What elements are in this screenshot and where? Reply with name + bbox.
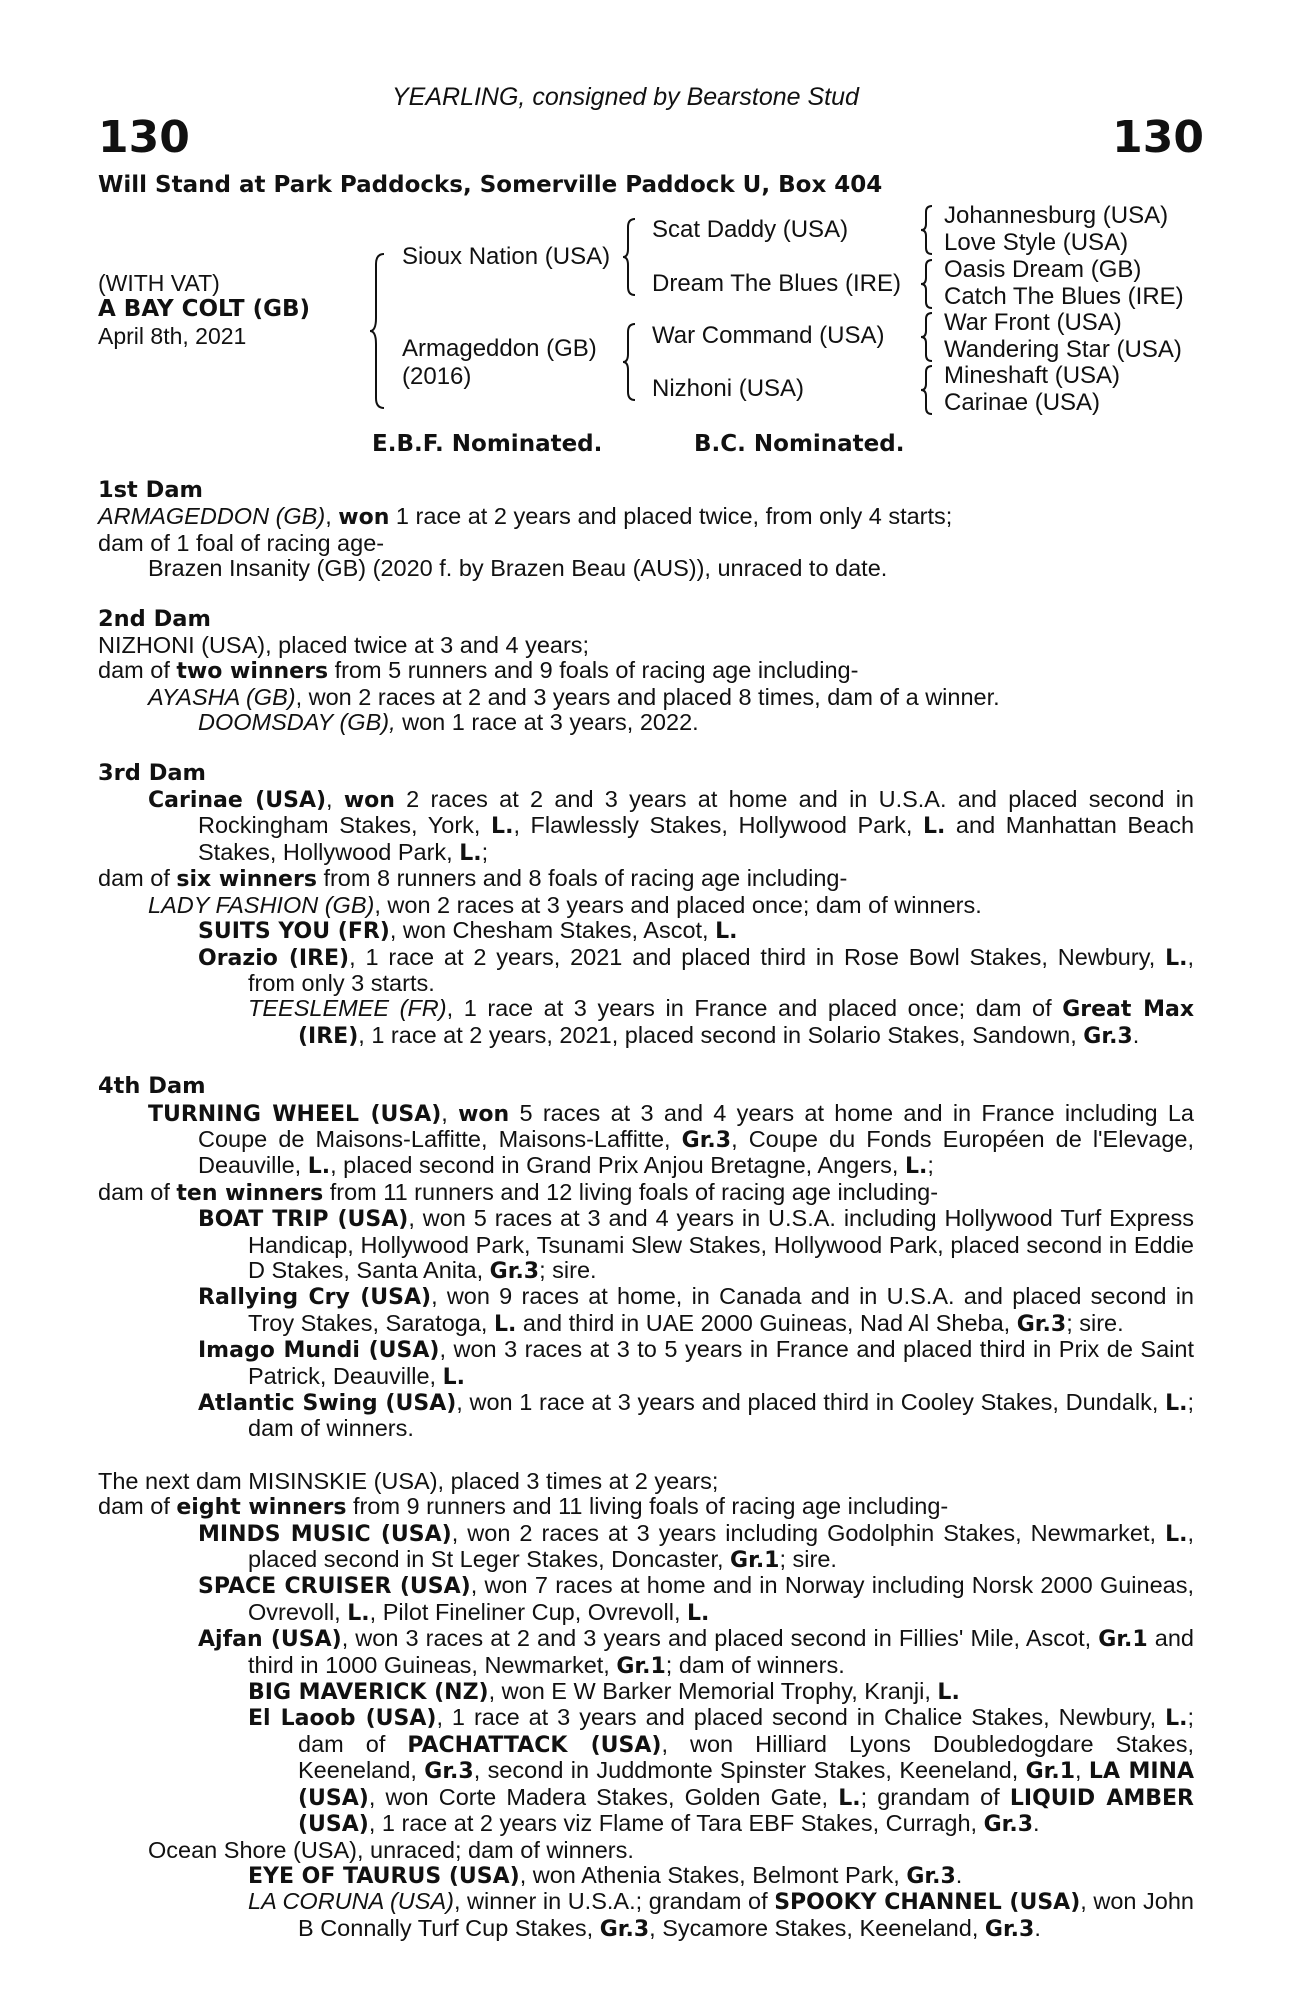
ancestor-6: Wandering Star (USA) <box>944 336 1182 363</box>
text-run: , Coupe du Fonds Européen de l'Elevage, Deauville, <box>198 1125 1194 1179</box>
text-run: eight winners <box>176 1495 347 1521</box>
text-run: EYE OF TAURUS (USA) <box>248 1863 520 1889</box>
text-run: , won 2 races at 3 years and placed once; dam of winners. <box>374 891 982 918</box>
text-run: L. <box>307 1154 331 1180</box>
next-dam-produce-8 <box>98 1889 1194 1942</box>
text-run: 5 races at 3 and 4 years at home and in France including La Coupe de Maisons-Laffitte, Maisons-Laffitte, <box>198 1099 1194 1152</box>
text-run: L. <box>1165 1706 1188 1732</box>
text-run: Carinae (USA) <box>148 788 327 814</box>
text-run: and third in UAE 2000 Guineas, Nad Al Sheba, <box>516 1309 1017 1336</box>
ebf-nomination: E.B.F. Nominated. <box>372 431 603 457</box>
fourth-dam-produce-3 <box>98 1337 1194 1390</box>
text-run: PACHATTACK (USA) <box>407 1732 662 1758</box>
foaling-date: April 8th, 2021 <box>98 323 247 349</box>
text-run: , Pilot Fineliner Cup, Ovrevoll, <box>369 1598 688 1625</box>
text-run: won <box>458 1101 510 1127</box>
text-run: SUITS YOU (FR) <box>198 919 390 945</box>
text-run: , won 9 races at home, in Canada and in U.S.A. and placed second in Troy Stakes, Saratoga, <box>248 1283 1194 1336</box>
dam-sire-name: War Command (USA) <box>652 322 885 349</box>
text-run: ; <box>481 838 489 865</box>
next-dam-produce-2 <box>98 1573 1194 1626</box>
pedigree-brace-3b <box>920 258 934 310</box>
text-run: dam of <box>98 1493 177 1520</box>
text-run: ; sire. <box>539 1256 597 1283</box>
text-run: DOOMSDAY (GB), <box>198 709 396 736</box>
fourth-dam-heading: 4th Dam <box>98 1073 206 1100</box>
fourth-dam-section <box>98 1074 1194 1442</box>
text-run: dam of 1 foal of racing age- <box>98 529 385 556</box>
third-dam-section <box>98 761 1194 1049</box>
text-run: dam of <box>98 1178 177 1205</box>
text-run: won 1 race at 3 years, 2022. <box>395 709 699 736</box>
text-run: . <box>955 1861 963 1888</box>
text-run: LADY FASHION (GB) <box>148 891 375 918</box>
text-run: , 1 race at 2 years, 2021 and placed third in Rose Bowl Stakes, Newbury, <box>349 943 1166 970</box>
text-run: Gr.3 <box>681 1127 732 1153</box>
text-run: six winners <box>176 867 317 893</box>
text-run: , won 7 races at home and in Norway including Norsk 2000 Guineas, Ovrevoll, <box>248 1572 1195 1625</box>
text-run: L. <box>1165 1391 1188 1416</box>
text-run: ; sire. <box>779 1546 837 1573</box>
pedigree-brace-3d <box>920 364 934 416</box>
text-run: ; dam of winners. <box>665 1651 845 1678</box>
text-run: ; dam of <box>298 1704 1195 1757</box>
second-dam-produce-intro <box>98 658 1194 684</box>
text-run: L. <box>715 919 738 945</box>
text-run: L. <box>442 1364 465 1390</box>
pedigree-brace-3a <box>920 204 934 256</box>
next-dam-produce-7 <box>98 1863 1194 1889</box>
second-dam-produce-1 <box>98 685 1194 710</box>
text-run: ; <box>927 1152 934 1179</box>
pedigree-brace-2a <box>622 217 638 297</box>
dam-year: (2016) <box>402 363 472 390</box>
text-run: L. <box>347 1600 370 1626</box>
text-run: Gr.1 <box>730 1548 780 1574</box>
second-dam-produce-2 <box>98 710 1194 735</box>
first-dam-produce-intro <box>98 531 1194 556</box>
text-run: . <box>1132 1021 1140 1048</box>
text-run: LIQUID AMBER (USA) <box>298 1785 1194 1838</box>
third-dam-produce-3 <box>98 945 1194 997</box>
bc-nomination: B.C. Nominated. <box>694 431 905 457</box>
text-run: and third in 1000 Guineas, Newmarket, <box>248 1625 1194 1678</box>
next-dam-produce-6 <box>98 1838 1194 1863</box>
next-dam-record <box>98 1469 1194 1494</box>
third-dam-heading: 3rd Dam <box>98 759 206 786</box>
text-run: Atlantic Swing (USA) <box>198 1391 457 1416</box>
text-run: Gr.3 <box>1016 1311 1067 1337</box>
text-run: SPOOKY CHANNEL (USA) <box>774 1890 1081 1916</box>
lot-number-right: 130 <box>1112 112 1204 163</box>
text-run: won <box>343 788 395 814</box>
next-dam-produce-5 <box>98 1705 1194 1837</box>
third-dam-produce-2 <box>98 918 1194 944</box>
third-dam-produce-1 <box>98 893 1194 918</box>
sire-name: Sioux Nation (USA) <box>402 243 611 270</box>
text-run: won <box>338 505 390 531</box>
text-run: dam of <box>98 657 177 684</box>
text-run: 1 race at 2 years and placed twice, from only 4 starts; <box>389 503 953 530</box>
text-run: , won E W Barker Memorial Trophy, Kranji, <box>488 1678 938 1705</box>
fourth-dam-produce-4 <box>98 1390 1194 1442</box>
text-run: L. <box>838 1785 861 1811</box>
text-run: L. <box>494 1311 517 1337</box>
fourth-dam-produce-intro <box>98 1180 1194 1206</box>
text-run: , 1 race at 2 years viz Flame of Tara EBF Stakes, Curragh, <box>368 1810 984 1837</box>
next-dam-produce-4 <box>98 1679 1194 1705</box>
text-run: , 1 race at 2 years, 2021, placed second in Solario Stakes, Sandown, <box>358 1021 1084 1048</box>
text-run: , Sycamore Stakes, Keeneland, <box>649 1914 985 1941</box>
text-run: , won 2 races at 2 and 3 years and placed 8 times, dam of a winner. <box>295 683 1000 710</box>
text-run: El Laoob (USA) <box>248 1706 437 1732</box>
third-dam-produce-intro <box>98 866 1194 892</box>
third-dam-record <box>98 787 1194 866</box>
ancestor-5: War Front (USA) <box>944 309 1122 336</box>
text-run: BOAT TRIP (USA) <box>198 1207 409 1233</box>
text-run: , Flawlessly Stakes, Hollywood Park, <box>513 812 923 839</box>
second-dam-record <box>98 633 1194 658</box>
pedigree-brace-1 <box>368 252 388 410</box>
text-run: , won 5 races at 3 and 4 years in U.S.A. including Hollywood Turf Express Handicap, Hollywood Park, Tsunami Slew Stakes, Hollywood Park, placed second in Eddie D Stakes, Santa Anita, <box>248 1205 1195 1283</box>
next-dam-produce-1 <box>98 1521 1194 1574</box>
fourth-dam-record <box>98 1101 1194 1180</box>
second-dam-heading: 2nd Dam <box>98 605 211 632</box>
first-dam-heading: 1st Dam <box>98 477 203 503</box>
text-run: from 11 runners and 12 living foals of racing age including- <box>323 1178 939 1205</box>
text-run: L. <box>937 1680 960 1706</box>
fourth-dam-produce-1 <box>98 1206 1194 1284</box>
text-run: 2 races at 2 and 3 years at home and in U.S.A. and placed second in Rockingham Stakes, York, <box>198 786 1194 839</box>
text-run: from 8 runners and 8 foals of racing age including- <box>316 865 848 892</box>
text-run: , placed second in Grand Prix Anjou Bretagne, Angers, <box>330 1152 905 1179</box>
next-dam-produce-3 <box>98 1626 1194 1679</box>
text-run: MINDS MUSIC (USA) <box>198 1521 452 1547</box>
text-run: ten winners <box>176 1180 324 1206</box>
venue-line: Will Stand at Park Paddocks, Somerville Paddock U, Box 404 <box>98 172 883 198</box>
text-run: , won Corte Madera Stakes, Golden Gate, <box>368 1783 839 1810</box>
horse-name: A BAY COLT (GB) <box>98 296 311 322</box>
pedigree-brace-3c <box>920 311 934 363</box>
third-dam-produce-4 <box>98 996 1194 1049</box>
text-run: Brazen Insanity (GB) (2020 f. by Brazen Beau (AUS)), unraced to date. <box>148 555 888 582</box>
text-run: , won John B Connally Turf Cup Stakes, <box>298 1888 1194 1941</box>
text-run: , won Athenia Stakes, Belmont Park, <box>519 1861 907 1888</box>
text-run: , from only 3 starts. <box>248 943 1194 996</box>
consignment-line: YEARLING, consigned by Bearstone Stud <box>392 83 859 111</box>
text-run: Gr.3 <box>424 1759 474 1785</box>
text-run: ARMAGEDDON (GB) <box>98 503 326 530</box>
vat-note: (WITH VAT) <box>98 270 220 296</box>
text-run: TURNING WHEEL (USA) <box>148 1101 442 1127</box>
ancestor-2: Love Style (USA) <box>944 229 1129 256</box>
text-run: BIG MAVERICK (NZ) <box>248 1680 489 1706</box>
first-dam-produce-1 <box>98 556 1194 581</box>
text-run: L. <box>491 814 514 840</box>
text-run: , won Hilliard Lyons Doubledogdare Stakes, Keeneland, <box>298 1730 1194 1784</box>
lot-number-left: 130 <box>98 112 190 163</box>
text-run: , 1 race at 3 years in France and placed once; dam of <box>446 995 1063 1022</box>
fourth-dam-produce-2 <box>98 1284 1194 1337</box>
text-run: L. <box>1165 1521 1188 1547</box>
text-run: , placed second in St Leger Stakes, Doncaster, <box>248 1519 1194 1573</box>
ancestor-1: Johannesburg (USA) <box>944 202 1169 229</box>
next-dam-produce-intro <box>98 1494 1194 1520</box>
text-run: Gr.1 <box>1098 1627 1148 1653</box>
text-run: Gr.3 <box>984 1916 1035 1942</box>
text-run: L. <box>1165 945 1188 971</box>
text-run: and Manhattan Beach Stakes, Hollywood Park, <box>198 812 1195 865</box>
text-run: from 5 runners and 9 foals of racing age including- <box>328 657 859 684</box>
text-run: Gr.1 <box>616 1653 666 1679</box>
text-run: , <box>1075 1757 1089 1784</box>
text-run: Gr.3 <box>489 1258 540 1284</box>
text-run: The next dam MISINSKIE (USA), placed 3 times at 2 years; <box>98 1467 719 1494</box>
ancestor-3: Oasis Dream (GB) <box>944 256 1142 283</box>
second-dam-section <box>98 607 1194 736</box>
text-run: NIZHONI (USA), placed twice at 3 and 4 years; <box>98 632 590 659</box>
text-run: . <box>1033 1810 1040 1837</box>
next-dam-section <box>98 1469 1194 1942</box>
text-run: , second in Juddmonte Spinster Stakes, Keeneland, <box>473 1757 1026 1784</box>
text-run: Great Max (IRE) <box>298 997 1195 1049</box>
text-run: , won 3 races at 2 and 3 years and placed second in Fillies' Mile, Ascot, <box>341 1625 1099 1652</box>
text-run: Gr.3 <box>1083 1023 1133 1049</box>
sire-dam-name: Dream The Blues (IRE) <box>652 270 901 297</box>
text-run: ; dam of winners. <box>248 1389 1194 1442</box>
text-run: L. <box>459 840 482 866</box>
first-dam-section <box>98 478 1194 582</box>
text-run: Gr.3 <box>983 1812 1034 1838</box>
text-run: AYASHA (GB) <box>148 683 296 710</box>
dam-name: Armageddon (GB) <box>402 335 597 362</box>
text-run: SPACE CRUISER (USA) <box>198 1574 471 1600</box>
text-run: two winners <box>176 659 329 685</box>
text-run: Ocean Shore (USA), unraced; dam of winners. <box>148 1836 634 1863</box>
text-run: ; grandam of <box>860 1783 1010 1810</box>
dam-dam-name: Nizhoni (USA) <box>652 375 805 402</box>
text-run: dam of <box>98 865 177 892</box>
text-run: L. <box>687 1600 710 1626</box>
text-run: Imago Mundi (USA) <box>198 1338 440 1364</box>
pedigree-brace-2b <box>622 322 638 402</box>
text-run: , 1 race at 3 years and placed second in Chalice Stakes, Newbury, <box>436 1704 1166 1731</box>
ancestor-4: Catch The Blues (IRE) <box>944 283 1184 310</box>
text-run: , <box>326 786 344 813</box>
text-run: Orazio (IRE) <box>198 945 350 971</box>
text-run: from 9 runners and 11 living foals of racing age including- <box>346 1493 949 1520</box>
text-run: L. <box>922 814 946 840</box>
text-run: Gr.1 <box>1025 1759 1076 1785</box>
sire-sire-name: Scat Daddy (USA) <box>652 216 849 243</box>
text-run: , winner in U.S.A.; grandam of <box>453 1888 775 1915</box>
ancestor-7: Mineshaft (USA) <box>944 362 1121 389</box>
text-run: . <box>1034 1914 1041 1941</box>
text-run: LA CORUNA (USA) <box>248 1888 454 1915</box>
text-run: Ajfan (USA) <box>198 1627 342 1653</box>
text-run: Gr.3 <box>599 1916 650 1942</box>
first-dam-record <box>98 504 1194 530</box>
text-run: , <box>441 1099 459 1126</box>
text-run: Gr.3 <box>906 1863 956 1889</box>
text-run: , won Chesham Stakes, Ascot, <box>389 917 716 944</box>
text-run: Rallying Cry (USA) <box>198 1285 432 1311</box>
text-run: TEESLEMEE (FR) <box>248 995 447 1022</box>
text-run: , won 1 race at 3 years and placed third in Cooley Stakes, Dundalk, <box>456 1389 1166 1415</box>
text-run: ; sire. <box>1066 1309 1124 1336</box>
text-run: LA MINA (USA) <box>298 1759 1194 1811</box>
ancestor-8: Carinae (USA) <box>944 389 1101 416</box>
text-run: , won 2 races at 3 years including Godolphin Stakes, Newmarket, <box>451 1519 1166 1546</box>
text-run: L. <box>904 1154 928 1180</box>
text-run: , <box>325 503 339 530</box>
text-run: , won 3 races at 3 to 5 years in France and placed third in Prix de Saint Patrick, Deauville, <box>248 1336 1194 1389</box>
dam-lines <box>98 478 1194 1967</box>
